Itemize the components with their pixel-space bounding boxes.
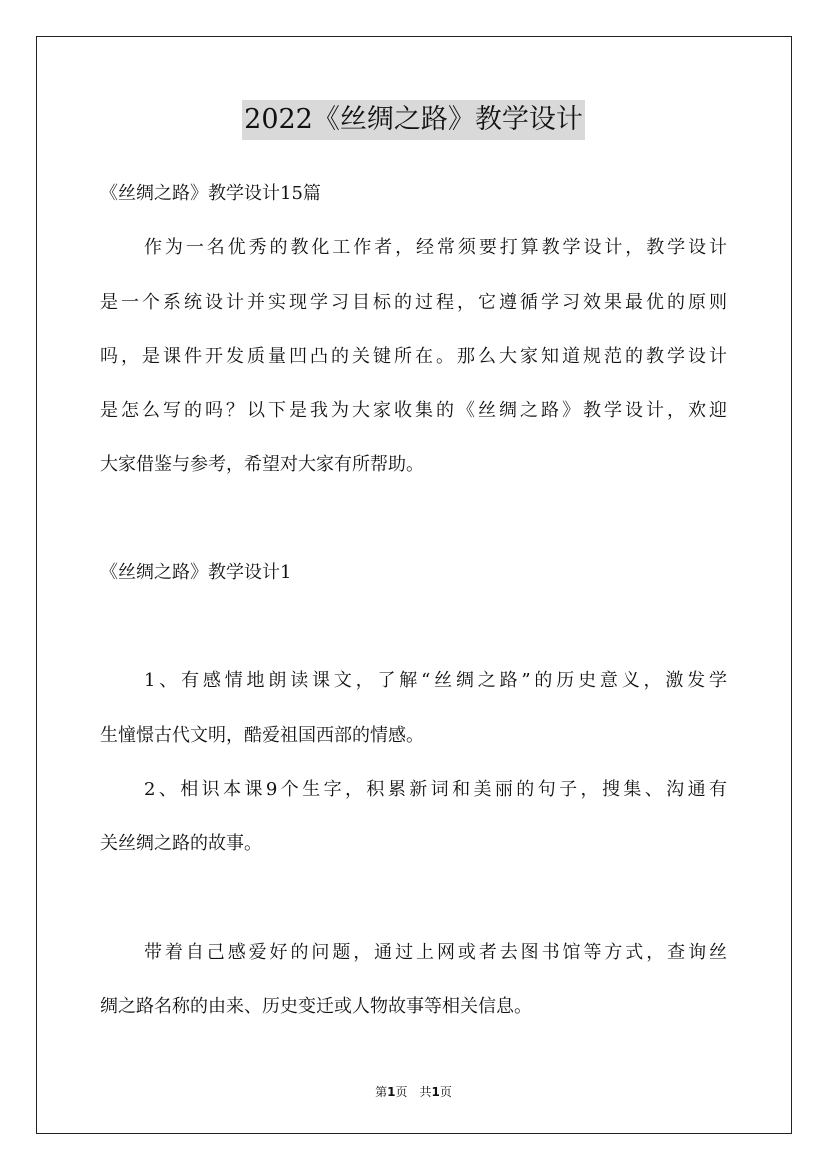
- goal2-line-2: 关丝绸之路的故事。: [100, 833, 262, 854]
- title-container: [100, 100, 727, 140]
- prep-line-1: 带着自己感爱好的问题，通过上网或者去图书馆等方式，查询丝: [144, 942, 727, 963]
- goal1-line-1: 1、有感情地朗读课文，了解“丝绸之路”的历史意义，激发学: [144, 670, 727, 691]
- intro-line-2: 是一个系统设计并实现学习目标的过程，它遵循学习效果最优的原则: [100, 292, 727, 313]
- footer-page-number: 1: [387, 1085, 396, 1099]
- page-footer: [0, 1084, 827, 1100]
- intro-line-1: 作为一名优秀的教化工作者，经常须要打算教学设计，教学设计: [144, 237, 727, 258]
- section-heading: 《丝绸之路》教学设计1: [100, 562, 292, 583]
- goal1-line-2: 生憧憬古代文明，酷爱祖国西部的情感。: [100, 725, 424, 746]
- subtitle: 《丝绸之路》教学设计15篇: [100, 183, 321, 204]
- intro-line-4: 是怎么写的吗？以下是我为大家收集的《丝绸之路》教学设计，欢迎: [100, 400, 727, 421]
- footer-page-total: 1: [431, 1085, 440, 1099]
- footer-suffix: 页: [439, 1085, 452, 1099]
- prep-line-2: 绸之路名称的由来、历史变迁或人物故事等相关信息。: [100, 996, 532, 1017]
- goal2-line-1: 2、相识本课9个生字，积累新词和美丽的句子，搜集、沟通有: [144, 779, 727, 800]
- intro-line-5: 大家借鉴与参考，希望对大家有所帮助。: [100, 454, 424, 475]
- footer-prefix: 第: [375, 1085, 388, 1099]
- footer-mid: 页 共: [395, 1085, 432, 1099]
- document-title: 2022《丝绸之路》教学设计: [242, 100, 585, 140]
- intro-line-3: 吗，是课件开发质量凹凸的关键所在。那么大家知道规范的教学设计: [100, 346, 727, 367]
